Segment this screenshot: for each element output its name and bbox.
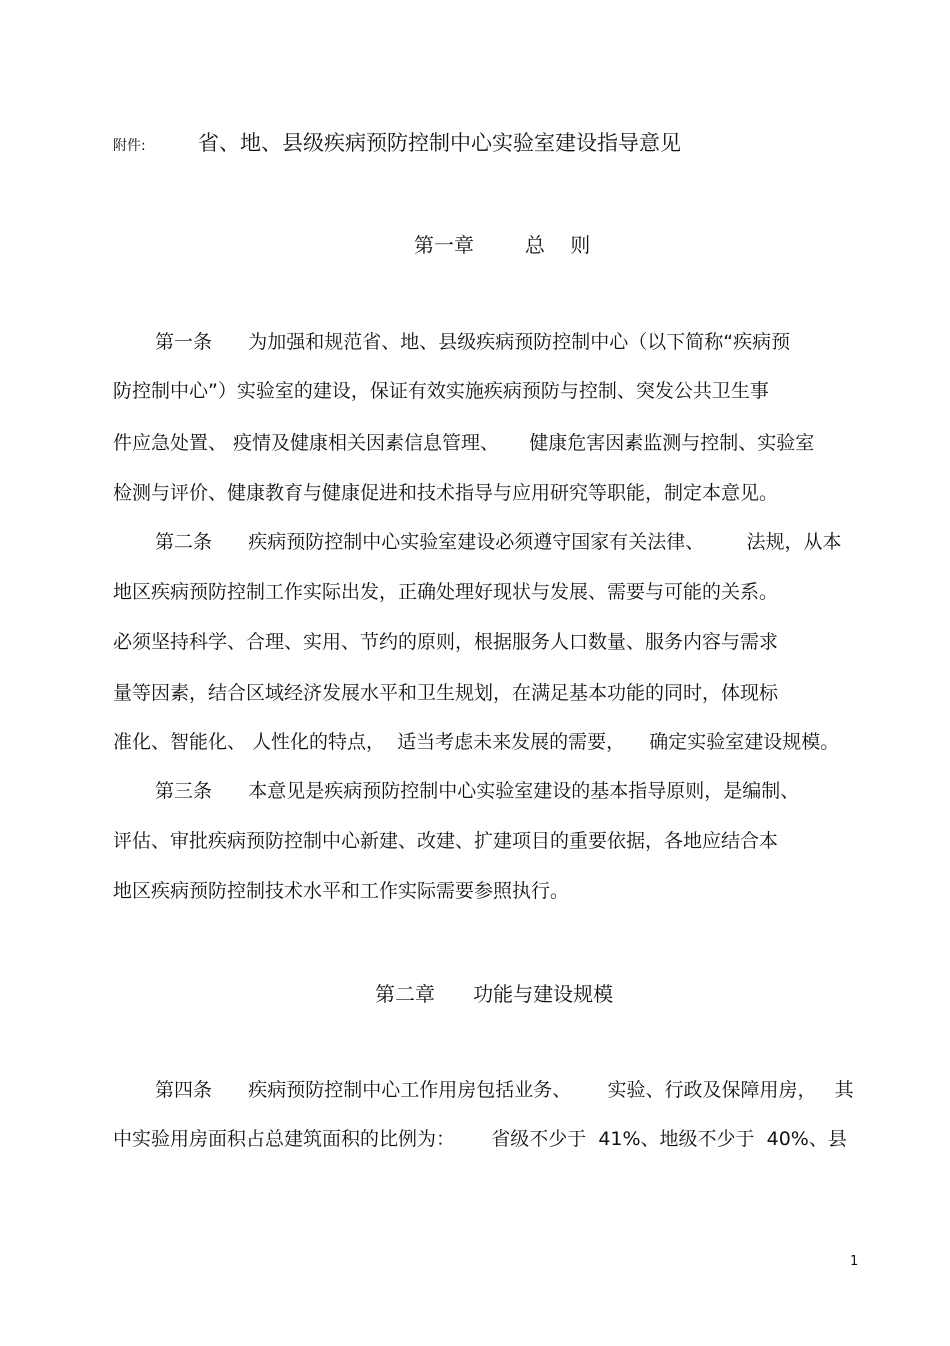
attachment-label: 附件: — [113, 138, 146, 154]
article-1-line-1: 第一条 为加强和规范省、地、县级疾病预防控制中心（以下简称“疾病预 — [155, 331, 791, 353]
article-1-line-2: 防控制中心”）实验室的建设，保证有效实施疾病预防与控制、突发公共卫生事 — [113, 380, 769, 402]
article-2-line-5: 准化、智能化、 人性化的特点， 适当考虑未来发展的需要， 确定实验室建设规模。 — [113, 731, 840, 753]
article-2-line-2: 地区疾病预防控制工作实际出发，正确处理好现状与发展、需要与可能的关系。 — [113, 581, 779, 603]
article-2-line-1: 第二条 疾病预防控制中心实验室建设必须遵守国家有关法律、 法规，从本 — [155, 531, 842, 553]
document-title: 省、地、县级疾病预防控制中心实验室建设指导意见 — [198, 131, 681, 155]
chapter-1-heading: 第一章 总 则 — [414, 233, 591, 257]
chapter-2-heading: 第二章 功能与建设规模 — [375, 982, 614, 1006]
article-1-line-4: 检测与评价、健康教育与健康促进和技术指导与应用研究等职能，制定本意见。 — [113, 482, 779, 504]
article-4-line-2: 中实验用房面积占总建筑面积的比例为： 省级不少于 41%、地级不少于 40%、县 — [113, 1128, 847, 1150]
article-4-line-1: 第四条 疾病预防控制中心工作用房包括业务、 实验、行政及保障用房， 其 — [155, 1079, 854, 1101]
page-number: 1 — [850, 1254, 859, 1269]
article-3-line-3: 地区疾病预防控制技术水平和工作实际需要参照执行。 — [113, 880, 570, 902]
article-2-line-4: 量等因素，结合区域经济发展水平和卫生规划，在满足基本功能的同时，体现标 — [113, 682, 779, 704]
article-2-line-3: 必须坚持科学、合理、实用、节约的原则，根据服务人口数量、服务内容与需求 — [113, 631, 779, 653]
article-3-line-1: 第三条 本意见是疾病预防控制中心实验室建设的基本指导原则，是编制、 — [155, 780, 800, 802]
article-3-line-2: 评估、审批疾病预防控制中心新建、改建、扩建项目的重要依据，各地应结合本 — [113, 830, 779, 852]
article-1-line-3: 件应急处置、 疫情及健康相关因素信息管理、 健康危害因素监测与控制、实验室 — [113, 432, 815, 454]
